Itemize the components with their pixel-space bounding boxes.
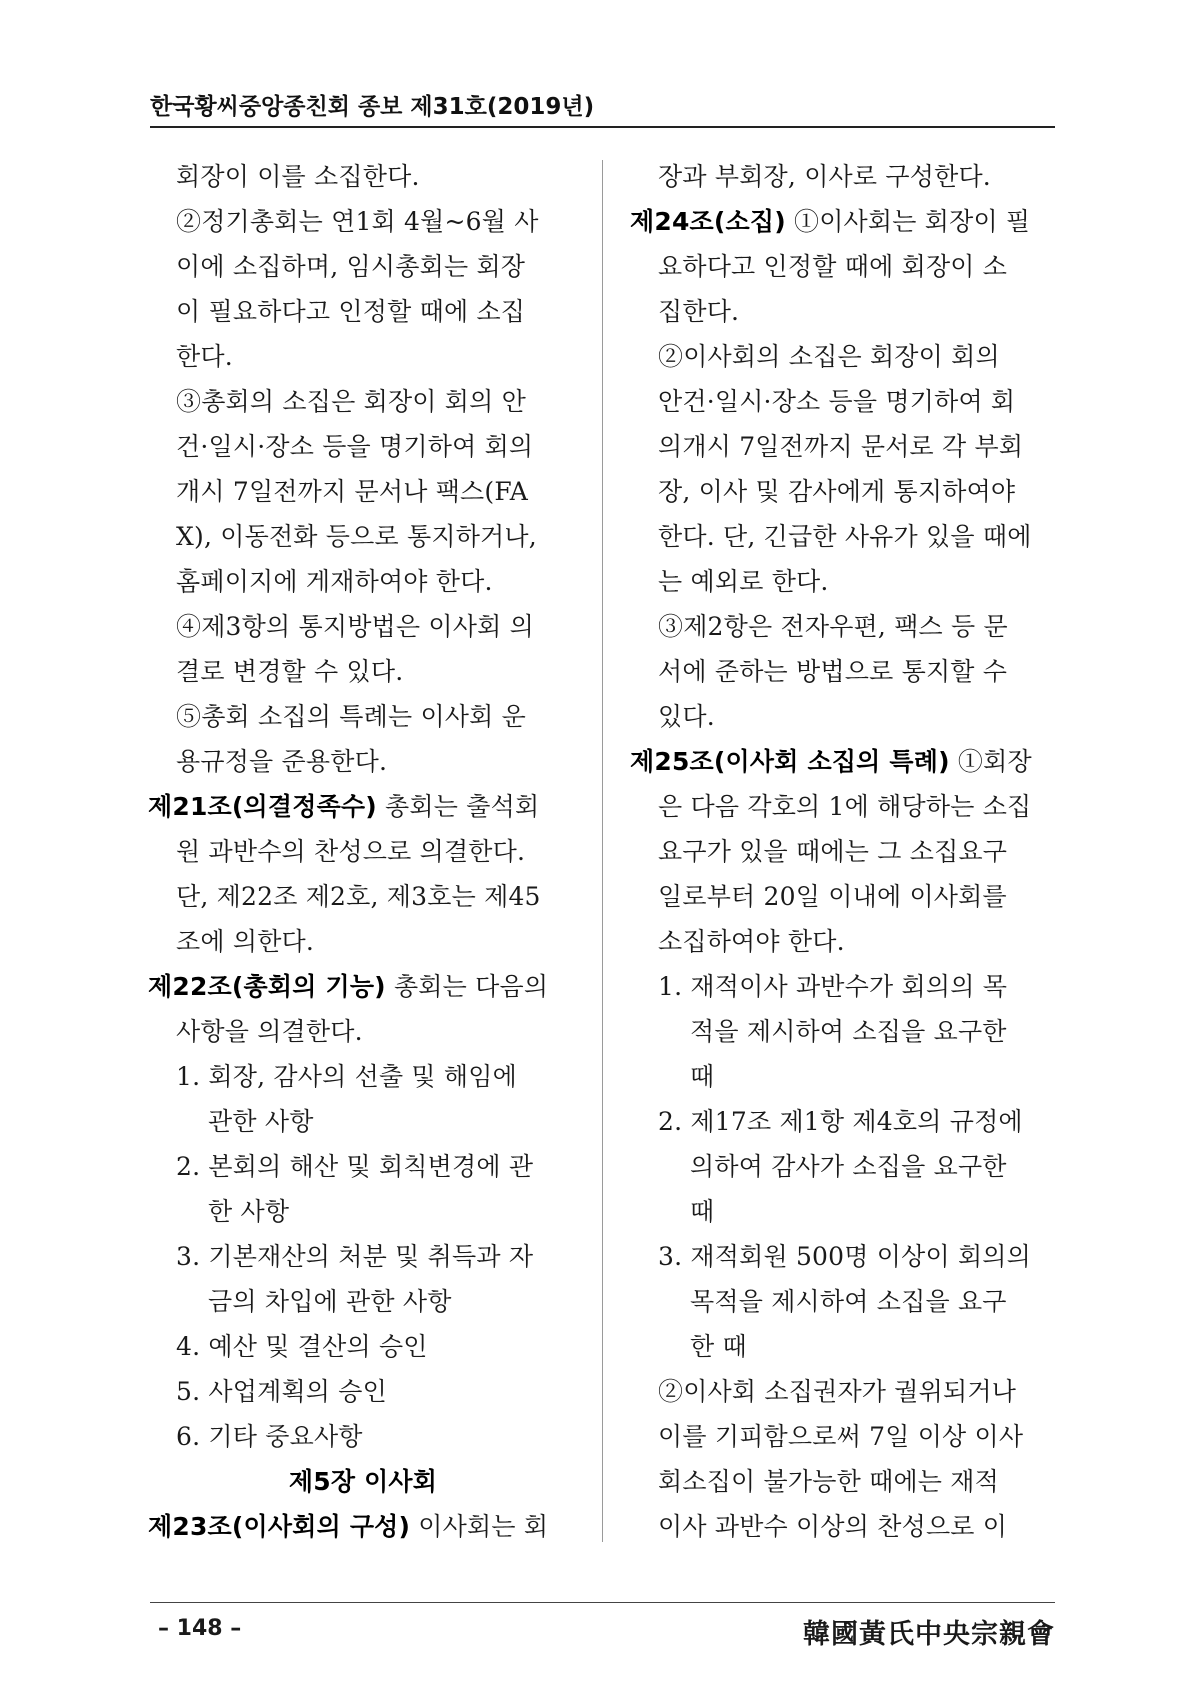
line-text: 의개시 7일전까지 문서로 각 부회 [658, 432, 1024, 461]
article-heading: 제24조(소집) [630, 207, 786, 236]
line-text: ③총회의 소집은 회장이 회의 안 [176, 387, 526, 416]
text-line [630, 874, 1060, 919]
text-line [630, 1324, 1060, 1369]
text-line [148, 514, 578, 559]
text-line [630, 379, 1060, 424]
page-header [150, 88, 1055, 128]
text-line [148, 1369, 578, 1414]
line-text: 3. 재적회원 500명 이상이 회의의 [658, 1242, 1032, 1271]
line-text: 홈페이지에 게재하여야 한다. [176, 567, 493, 596]
line-text: 장, 이사 및 감사에게 통지하여야 [658, 477, 1016, 506]
text-line [630, 469, 1060, 514]
line-text: 소집하여야 한다. [658, 927, 845, 956]
text-line [630, 1279, 1060, 1324]
text-line [630, 1414, 1060, 1459]
line-text: 금의 차입에 관한 사항 [208, 1287, 452, 1316]
line-text: 4. 예산 및 결산의 승인 [176, 1332, 428, 1361]
text-line [630, 784, 1060, 829]
chapter-heading: 제5장 이사회 [288, 1467, 438, 1496]
text-line [148, 1144, 578, 1189]
line-text: X), 이동전화 등으로 통지하거나, [176, 522, 537, 551]
line-text: 서에 준하는 방법으로 통지할 수 [658, 657, 1008, 686]
text-line [148, 1279, 578, 1324]
article-heading: 제23조(이사회의 구성) [148, 1512, 411, 1541]
line-text: 건·일시·장소 등을 명기하여 회의 [176, 432, 534, 461]
article-heading: 제25조(이사회 소집의 특례) [630, 747, 950, 776]
article-heading: 제22조(총회의 기능) [148, 972, 386, 1001]
line-text: 의하여 감사가 소집을 요구한 [690, 1152, 1007, 1181]
line-text: 5. 사업계획의 승인 [176, 1377, 387, 1406]
left-column [148, 154, 578, 1549]
text-line [148, 1234, 578, 1279]
text-line [630, 1054, 1060, 1099]
article-line [148, 1504, 578, 1549]
text-line [148, 1009, 578, 1054]
line-text: ①이사회는 회장이 필 [785, 207, 1031, 236]
text-line [148, 1324, 578, 1369]
page-number: – 148 – [158, 1616, 242, 1641]
line-text: 안건·일시·장소 등을 명기하여 회 [658, 387, 1016, 416]
line-text: 은 다음 각호의 1에 해당하는 소집 [658, 792, 1032, 821]
article-line [148, 964, 578, 1009]
text-line [630, 1099, 1060, 1144]
line-text: ⑤총회 소집의 특례는 이사회 운 [176, 702, 526, 731]
text-line [630, 1144, 1060, 1189]
line-text: ①회장 [949, 747, 1032, 776]
line-text: 이를 기피함으로써 7일 이상 이사 [658, 1422, 1024, 1451]
text-line [148, 469, 578, 514]
text-line [630, 919, 1060, 964]
line-text: 때 [690, 1062, 715, 1091]
line-text: 6. 기타 중요사항 [176, 1422, 363, 1451]
text-line [630, 1504, 1060, 1549]
text-line [148, 874, 578, 919]
text-line [630, 514, 1060, 559]
line-text: 요구가 있을 때에는 그 소집요구 [658, 837, 1008, 866]
line-text: 일로부터 20일 이내에 이사회를 [658, 882, 1007, 911]
line-text: 원 과반수의 찬성으로 의결한다. [176, 837, 526, 866]
line-text: 적을 제시하여 소집을 요구한 [690, 1017, 1007, 1046]
text-line [630, 244, 1060, 289]
line-text: 3. 기본재산의 처분 및 취득과 자 [176, 1242, 534, 1271]
text-line [148, 604, 578, 649]
text-line [630, 424, 1060, 469]
line-text: ②정기총회는 연1회 4월~6월 사 [176, 207, 539, 236]
footer-rule [150, 1602, 1055, 1603]
line-text: 1. 회장, 감사의 선출 및 해임에 [176, 1062, 517, 1091]
line-text: 1. 재적이사 과반수가 회의의 목 [658, 972, 1008, 1001]
text-line [148, 334, 578, 379]
article-line [630, 739, 1060, 784]
text-line [148, 739, 578, 784]
text-line [148, 289, 578, 334]
line-text: 용규정을 준용한다. [176, 747, 388, 776]
text-line [630, 649, 1060, 694]
line-text: 한다. 단, 긴급한 사유가 있을 때에 [658, 522, 1032, 551]
text-line [630, 289, 1060, 334]
text-line [148, 829, 578, 874]
line-text: 이사 과반수 이상의 찬성으로 이 [658, 1512, 1008, 1541]
line-text: ④제3항의 통지방법은 이사회 의 [176, 612, 534, 641]
line-text: 한다. [176, 342, 233, 371]
column-divider [602, 160, 603, 1542]
line-text: 이에 소집하며, 임시총회는 회장 [176, 252, 526, 281]
text-line [148, 1189, 578, 1234]
line-text: ③제2항은 전자우편, 팩스 등 문 [658, 612, 1008, 641]
line-text: 조에 의한다. [176, 927, 315, 956]
publication-title: 한국황씨중앙종친회 종보 제31호(2019년) [150, 94, 595, 120]
text-line [630, 694, 1060, 739]
line-text: 사항을 의결한다. [176, 1017, 363, 1046]
article-line [148, 784, 578, 829]
article-line [630, 199, 1060, 244]
text-line [630, 1189, 1060, 1234]
line-text: 이 필요하다고 인정할 때에 소집 [176, 297, 526, 326]
text-line [630, 1009, 1060, 1054]
line-text: 개시 7일전까지 문서나 팩스(FA [176, 477, 528, 506]
line-text: 총회는 다음의 [385, 972, 549, 1001]
text-line [148, 1099, 578, 1144]
text-line [630, 829, 1060, 874]
text-line [148, 1054, 578, 1099]
text-line [148, 199, 578, 244]
line-text: 관한 사항 [208, 1107, 314, 1136]
line-text: ②이사회 소집권자가 궐위되거나 [658, 1377, 1017, 1406]
text-line [148, 379, 578, 424]
line-text: 요하다고 인정할 때에 회장이 소 [658, 252, 1008, 281]
line-text: 집한다. [658, 297, 740, 326]
organization-name: 韓國黃氏中央宗親會 [803, 1619, 1055, 1650]
text-line [630, 1459, 1060, 1504]
text-line [148, 649, 578, 694]
line-text: 한 사항 [208, 1197, 290, 1226]
line-text: 이사회는 회 [410, 1512, 549, 1541]
text-line [148, 919, 578, 964]
text-line [630, 1234, 1060, 1279]
text-line [630, 559, 1060, 604]
line-text: 단, 제22조 제2호, 제3호는 제45 [176, 882, 541, 911]
text-line [148, 424, 578, 469]
line-text: 목적을 제시하여 소집을 요구 [690, 1287, 1007, 1316]
text-line [148, 694, 578, 739]
text-line [148, 1414, 578, 1459]
article-heading: 제21조(의결정족수) [148, 792, 377, 821]
line-text: 회소집이 불가능한 때에는 재적 [658, 1467, 999, 1496]
text-line [630, 964, 1060, 1009]
text-line [148, 154, 578, 199]
text-line [630, 154, 1060, 199]
text-line [630, 1369, 1060, 1414]
line-text: 한 때 [690, 1332, 747, 1361]
line-text: 2. 제17조 제1항 제4호의 규정에 [658, 1107, 1023, 1136]
line-text: 는 예외로 한다. [658, 567, 829, 596]
text-line [148, 559, 578, 604]
line-text: 있다. [658, 702, 715, 731]
text-line [148, 244, 578, 289]
text-line [630, 334, 1060, 379]
line-text: 때 [690, 1197, 715, 1226]
line-text: 장과 부회장, 이사로 구성한다. [658, 162, 991, 191]
text-line [630, 604, 1060, 649]
line-text: 2. 본회의 해산 및 회칙변경에 관 [176, 1152, 534, 1181]
line-text: 총회는 출석회 [376, 792, 540, 821]
line-text: ②이사회의 소집은 회장이 회의 [658, 342, 1000, 371]
right-column [630, 154, 1060, 1549]
line-text: 결로 변경할 수 있다. [176, 657, 404, 686]
line-text: 회장이 이를 소집한다. [176, 162, 420, 191]
